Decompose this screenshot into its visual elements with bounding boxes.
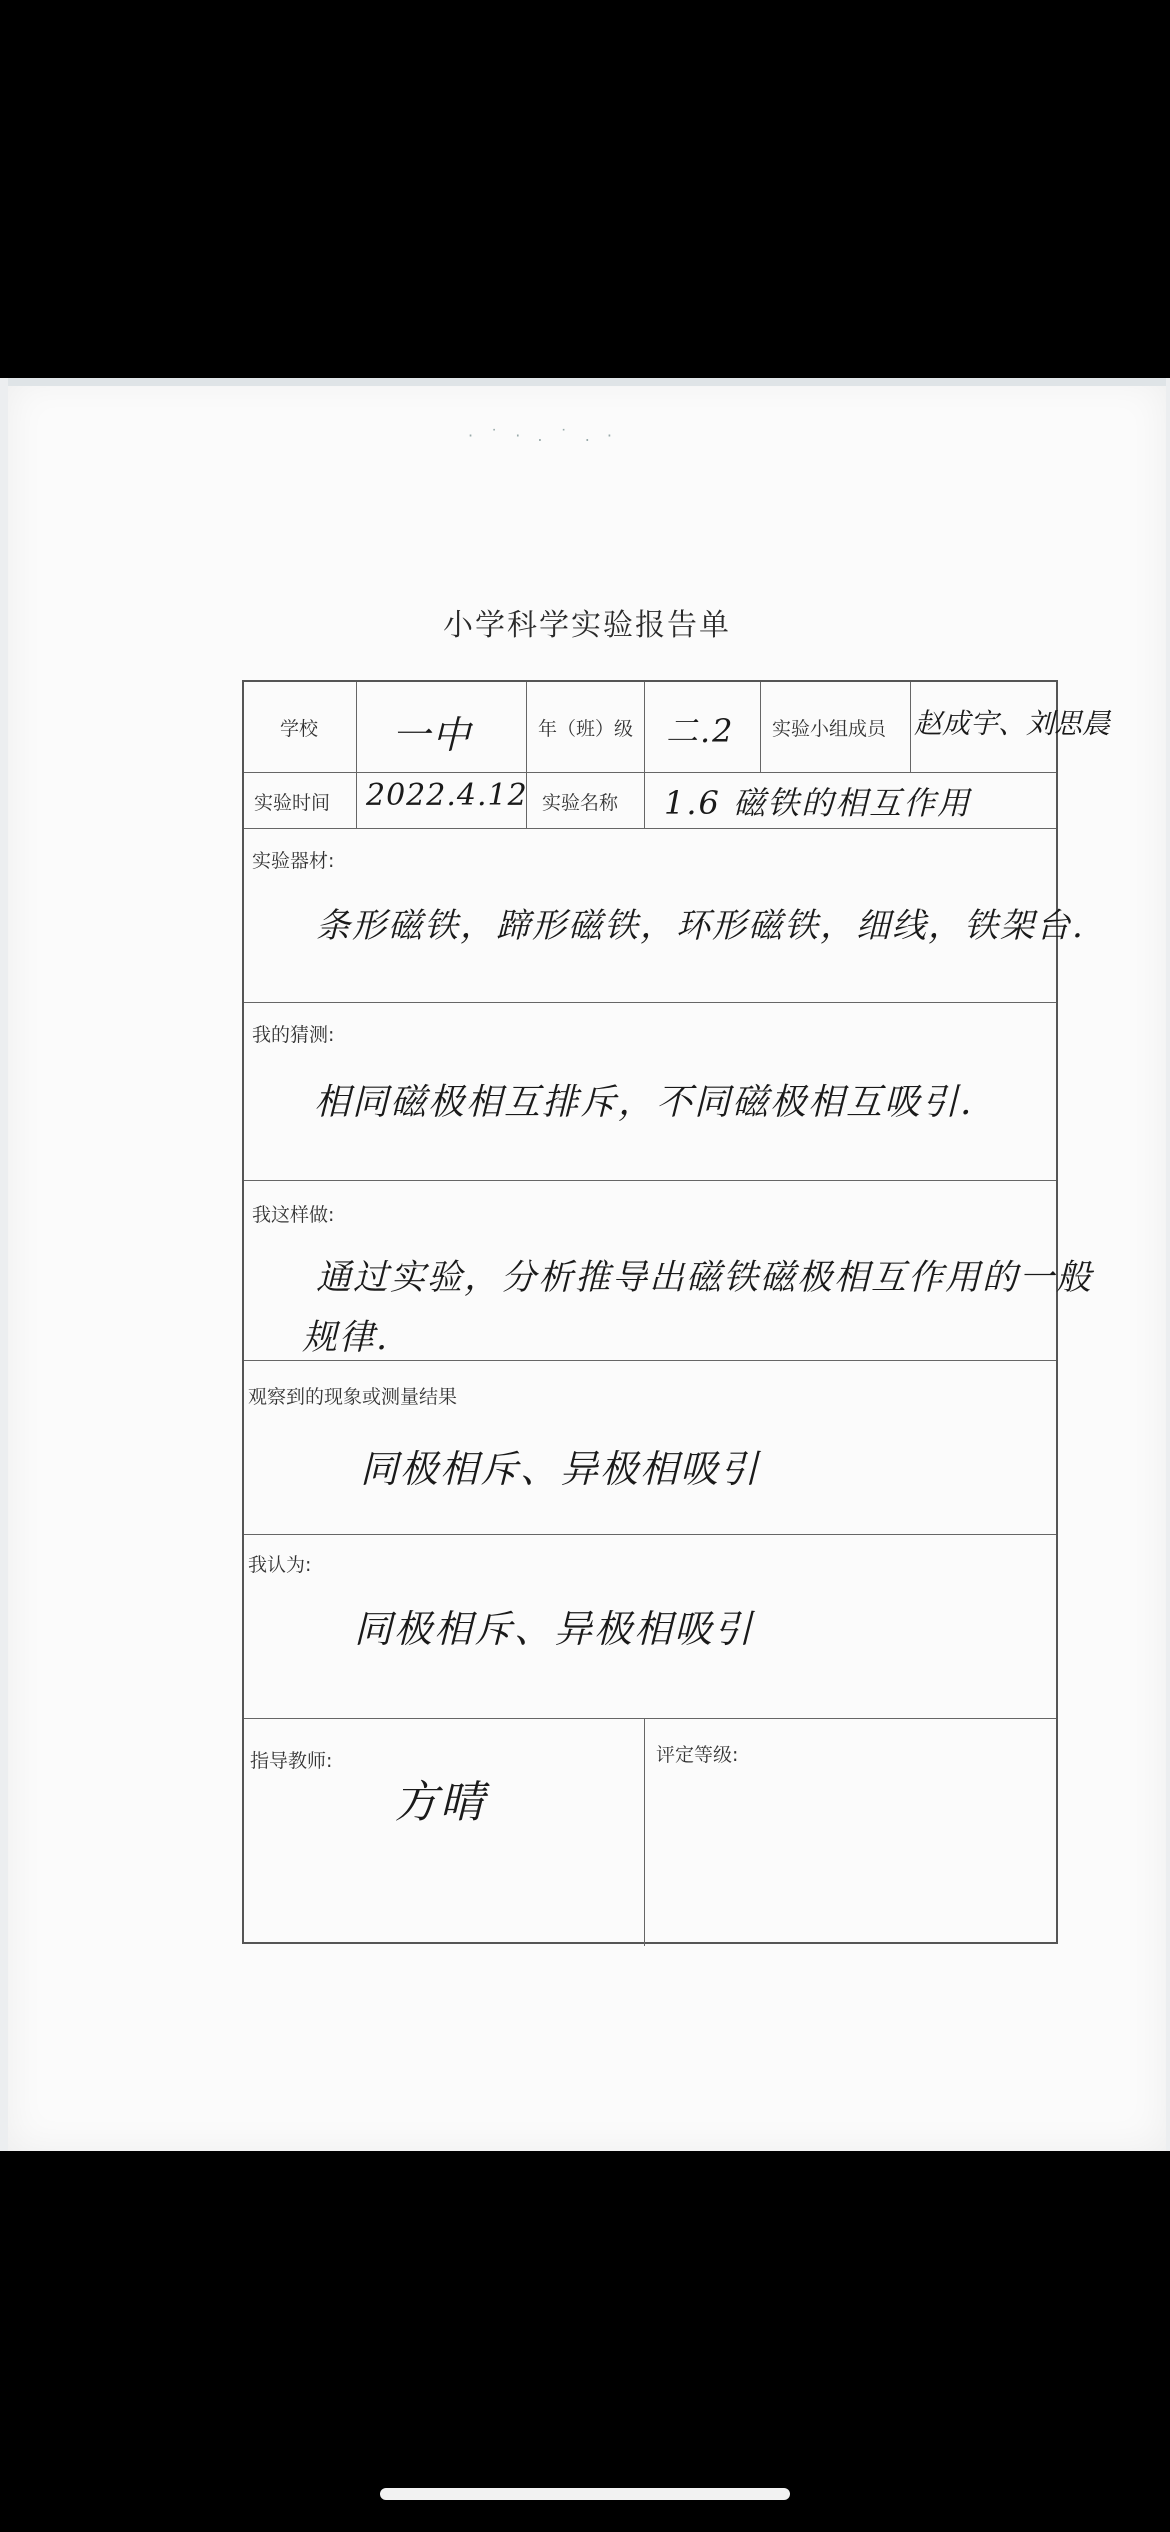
grade-label: 年（班）级 — [538, 718, 634, 740]
members-value: 赵成宇、刘思晨 — [914, 707, 1111, 740]
page-title: 小学科学实验报告单 — [443, 608, 731, 643]
observation-label: 观察到的现象或测量结果 — [248, 1386, 458, 1408]
members-label: 实验小组成员 — [772, 718, 887, 740]
conclusion-label: 我认为: — [248, 1554, 312, 1576]
method-line-2: 规律. — [302, 1318, 390, 1358]
col-divider — [910, 682, 911, 772]
grade-value: 二.2 — [666, 712, 735, 750]
time-label: 实验时间 — [254, 792, 331, 814]
col-divider — [644, 682, 645, 828]
row-divider — [244, 772, 1056, 773]
row-divider — [244, 1718, 1056, 1719]
guess-label: 我的猜测: — [252, 1024, 335, 1046]
report-form — [242, 680, 1111, 1944]
row-divider — [244, 1360, 1056, 1361]
guess-value: 相同磁极相互排斥，不同磁极相互吸引. — [314, 1082, 974, 1123]
school-label: 学校 — [280, 718, 319, 740]
school-value: 一中 — [392, 713, 473, 757]
materials-value: 条形磁铁，蹄形磁铁，环形磁铁，细线，铁架台. — [316, 906, 1085, 946]
grade-eval-label: 评定等级: — [656, 1744, 739, 1766]
scan-artifacts: · ˙ · . ˙ . · — [468, 426, 618, 445]
home-indicator[interactable] — [380, 2488, 790, 2500]
teacher-signature: 方晴 — [394, 1777, 486, 1828]
observation-value: 同极相斥、异极相吸引 — [360, 1447, 761, 1491]
document-photo — [0, 378, 1170, 2151]
row-divider — [244, 828, 1056, 829]
method-label: 我这样做: — [252, 1204, 335, 1226]
experiment-name-label: 实验名称 — [542, 792, 619, 814]
row-divider — [244, 1534, 1056, 1535]
paper-top-edge — [8, 378, 1166, 386]
materials-label: 实验器材: — [252, 850, 335, 872]
row-divider — [244, 1002, 1056, 1003]
time-value: 2022.4.12 — [366, 778, 528, 813]
teacher-label: 指导教师: — [250, 1750, 333, 1772]
report-sheet — [8, 378, 1166, 2151]
col-divider — [356, 682, 357, 828]
row-divider — [244, 1180, 1056, 1181]
experiment-name-value: 1.6 磁铁的相互作用 — [664, 784, 972, 822]
method-line-1: 通过实验，分析推导出磁铁磁极相互作用的一般 — [316, 1258, 1094, 1298]
col-divider — [644, 1718, 645, 1946]
conclusion-value: 同极相斥、异极相吸引 — [354, 1607, 755, 1651]
col-divider — [760, 682, 761, 772]
